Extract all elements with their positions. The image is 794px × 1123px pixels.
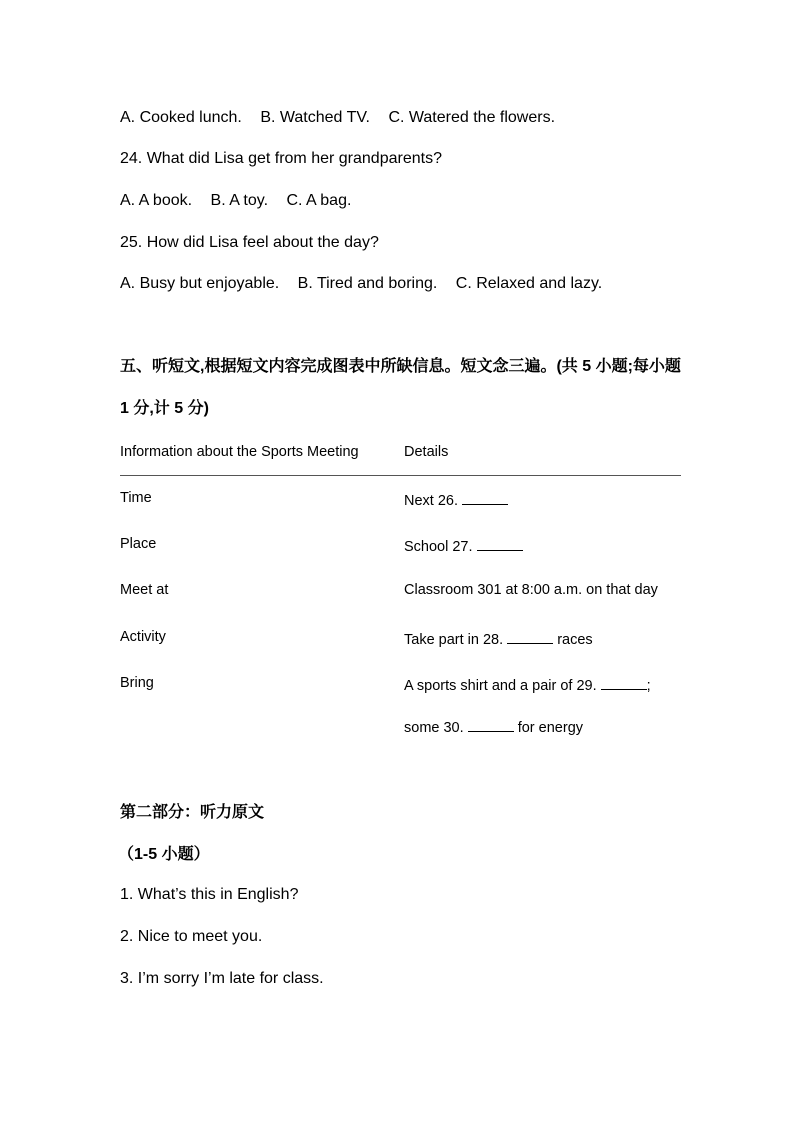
row-detail xyxy=(404,490,508,509)
option-a: A. Cooked lunch. xyxy=(120,109,242,126)
row-label: Time xyxy=(120,490,152,506)
option-a: A. A book. xyxy=(120,192,193,209)
row-label: Activity xyxy=(120,629,166,645)
option-b: B. A toy. xyxy=(210,192,269,209)
table-row xyxy=(120,536,681,556)
row-detail xyxy=(404,536,523,555)
answer-blank[interactable] xyxy=(601,675,647,690)
option-c: C. A bag. xyxy=(286,192,352,209)
question-25: 25. How did Lisa feel about the day? xyxy=(120,234,379,251)
detail-text: Next 26. xyxy=(404,493,458,509)
q25-options xyxy=(120,274,616,294)
detail-text: A sports shirt and a pair of 29. xyxy=(404,678,597,694)
table-row xyxy=(120,717,681,737)
answer-blank[interactable] xyxy=(468,717,514,732)
detail-text: Take part in 28. xyxy=(404,632,504,648)
option-c: C. Watered the flowers. xyxy=(388,109,556,126)
row-label: Meet at xyxy=(120,582,169,598)
transcript-line: 2. Nice to meet you. xyxy=(120,928,263,945)
section-heading-line1: 五、听短文,根据短文内容完成图表中所缺信息。短文念三遍。(共 5 小题;每小题 xyxy=(120,358,681,375)
option-b: B. Watched TV. xyxy=(260,109,370,126)
table-header xyxy=(120,440,681,476)
table-row xyxy=(120,629,681,649)
table-row xyxy=(120,490,681,510)
q23-options xyxy=(120,108,569,128)
sports-meeting-table xyxy=(120,440,681,736)
row-detail xyxy=(404,717,583,736)
detail-text: some 30. xyxy=(404,720,464,736)
option-b: B. Tired and boring. xyxy=(297,275,438,292)
header-info: Information about the Sports Meeting xyxy=(120,444,359,460)
option-a: A. Busy but enjoyable. xyxy=(120,275,280,292)
detail-suffix: ; xyxy=(646,678,651,694)
detail-suffix: for energy xyxy=(517,720,584,736)
part2-title: 第二部分：听力原文 xyxy=(120,804,265,821)
detail-text: School 27. xyxy=(404,539,473,555)
table-row xyxy=(120,582,681,602)
row-label: Bring xyxy=(120,675,154,691)
row-detail: Classroom 301 at 8:00 a.m. on that day xyxy=(404,582,658,598)
detail-suffix: races xyxy=(557,632,593,648)
answer-blank[interactable] xyxy=(477,536,523,551)
table-row xyxy=(120,675,681,695)
question-24: 24. What did Lisa get from her grandparents? xyxy=(120,150,442,167)
transcript-line: 3. I’m sorry I’m late for class. xyxy=(120,970,324,987)
answer-blank[interactable] xyxy=(462,490,508,505)
option-c: C. Relaxed and lazy. xyxy=(455,275,603,292)
answer-blank[interactable] xyxy=(507,629,553,644)
q24-options xyxy=(120,191,365,211)
header-details: Details xyxy=(404,444,449,460)
row-detail xyxy=(404,629,593,648)
part2-subtitle: （1-5 小题） xyxy=(118,846,210,863)
section-heading-line2: 1 分,计 5 分) xyxy=(120,400,209,417)
row-label: Place xyxy=(120,536,157,552)
row-detail xyxy=(404,675,651,694)
transcript-line: 1. What’s this in English? xyxy=(120,886,299,903)
